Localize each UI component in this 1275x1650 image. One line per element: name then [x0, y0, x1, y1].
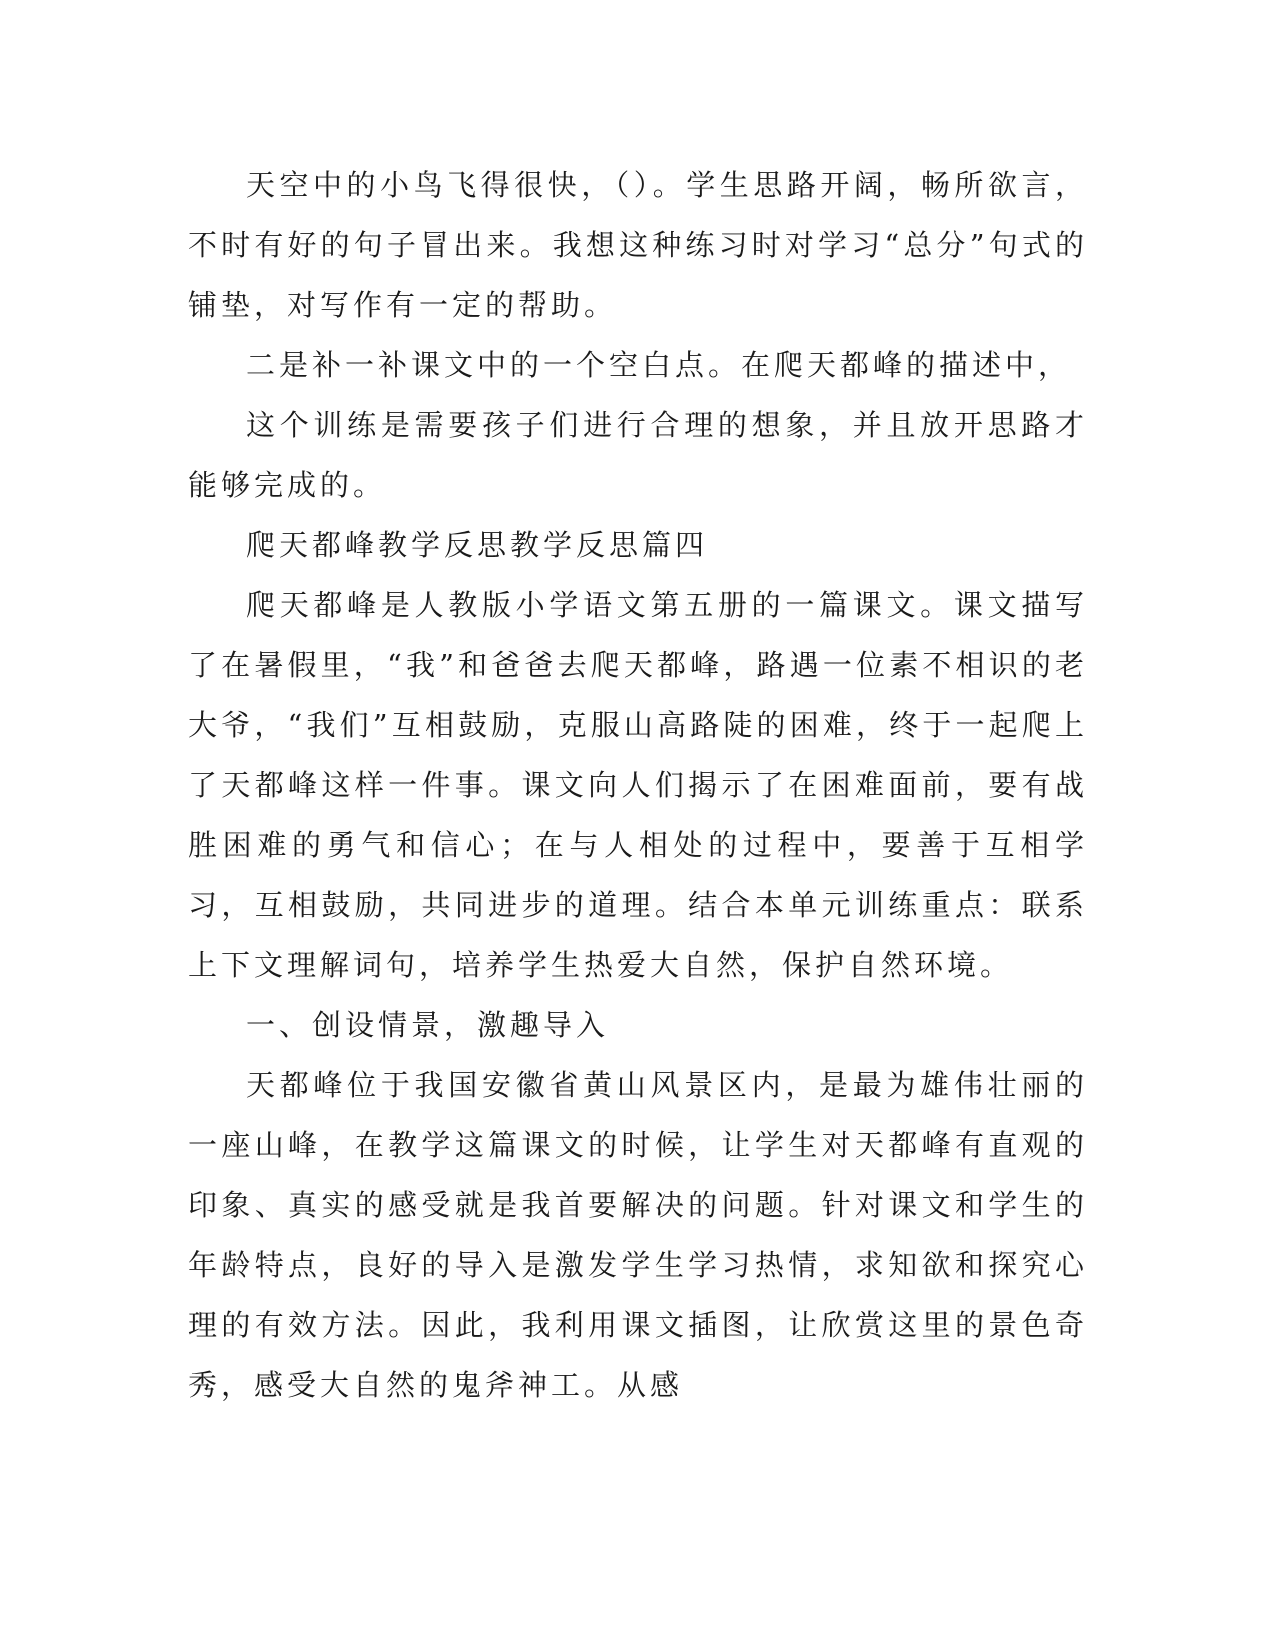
paragraph-2: 二是补一补课文中的一个空白点。在爬天都峰的描述中， [246, 348, 1072, 382]
paragraph-5: 爬天都峰是人教版小学语文第五册的一篇课文。课文描写了在暑假里，“我”和爸爸去爬天都峰，路遇一位素不相识的老大爷，“我们”互相鼓励，克服山高路陡的困难，终于一起爬上了天都峰这样一件事。课文向人们揭示了在困难面前，要有战胜困难的勇气和信心；在与人相处的过程中，要善于互相学习，互相鼓励，共同进步的道理。结合本单元训练重点：联系上下文理解词句，培养学生热爱大自然，保护自然环境。 [188, 588, 1088, 982]
section-heading-4: 爬天都峰教学反思教学反思篇四 [246, 528, 709, 562]
paragraph-1: 天空中的小鸟飞得很快，（）。学生思路开阔，畅所欲言，不时有好的句子冒出来。我想这种练习时对学习“总分”句式的铺垫，对写作有一定的帮助。 [188, 168, 1088, 322]
section-heading-1: 一、创设情景，激趣导入 [246, 1008, 610, 1042]
document-body [188, 155, 1088, 1415]
paragraph-3: 这个训练是需要孩子们进行合理的想象，并且放开思路才能够完成的。 [188, 408, 1088, 502]
paragraph-7: 天都峰位于我国安徽省黄山风景区内，是最为雄伟壮丽的一座山峰，在教学这篇课文的时候，让学生对天都峰有直观的印象、真实的感受就是我首要解决的问题。针对课文和学生的年龄特点，良好的导入是激发学生学习热情，求知欲和探究心理的有效方法。因此，我利用课文插图，让欣赏这里的景色奇秀，感受大自然的鬼斧神工。从感 [188, 1068, 1088, 1402]
